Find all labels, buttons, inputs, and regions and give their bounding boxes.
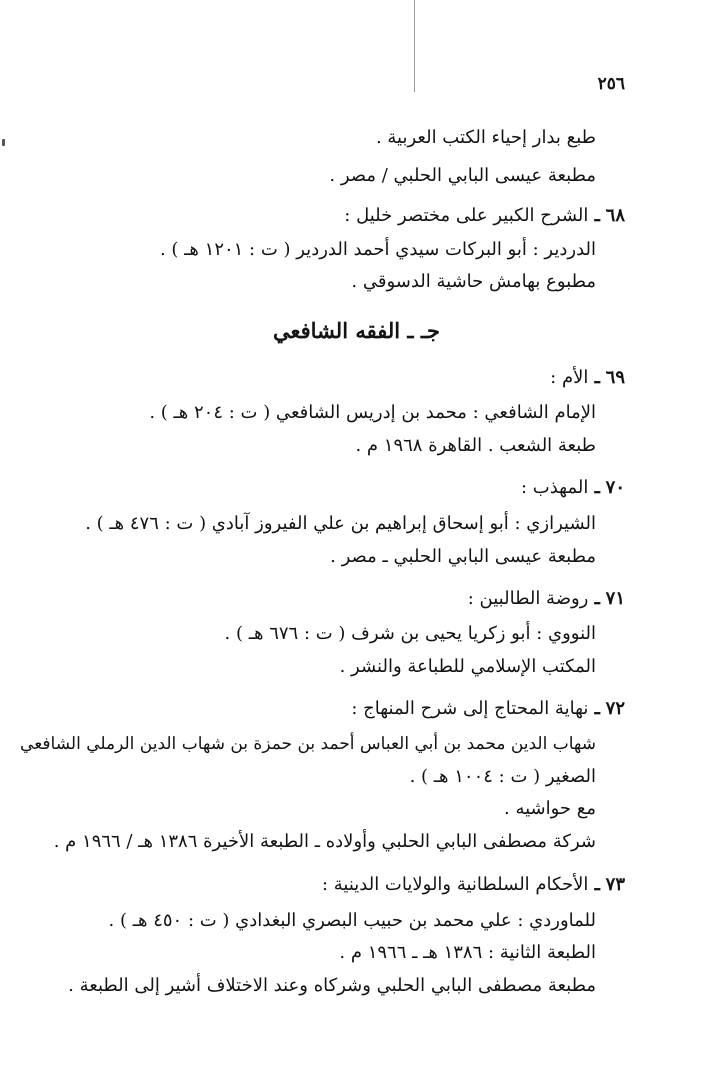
entry-title: المهذب : (521, 477, 589, 498)
section-heading: جـ ـ الفقه الشافعي (273, 318, 440, 343)
entry-line: مطبوع بهامش حاشية الدسوقي . (351, 271, 596, 292)
entry-number: ٧٢ (605, 698, 625, 719)
entry-line: المكتب الإسلامي للطباعة والنشر . (339, 656, 596, 677)
continued-line: مطبعة عيسى البابي الحلبي / مصر . (329, 165, 596, 186)
entry-title: الأم : (550, 367, 589, 388)
entry-line: الطبعة الثانية : ١٣٨٦ هـ ـ ١٩٦٦ م . (339, 942, 596, 963)
entry-dash: ـ (588, 698, 600, 719)
entry-title: نهاية المحتاج إلى شرح المنهاج : (351, 698, 589, 719)
entry-dash: ـ (588, 367, 600, 388)
entry-line: شركة مصطفى البابي الحلبي وأولاده ـ الطبعة الأخيرة ١٣٨٦ هـ / ١٩٦٦ م . (53, 831, 596, 852)
entry-heading (521, 476, 625, 500)
entry-line: مطبعة عيسى البابي الحلبي ـ مصر . (330, 546, 596, 567)
entry-title: روضة الطالبين : (467, 588, 589, 609)
entry-number: ٧٣ (605, 874, 625, 895)
page-number: ٢٥٦ (597, 74, 625, 94)
entry-number: ٦٨ (605, 205, 625, 226)
entry-line: للماوردي : علي محمد بن حبيب البصري البغدادي ( ت : ٤٥٠ هـ ) . (108, 910, 596, 931)
entry-line: شهاب الدين محمد بن أبي العباس أحمد بن حمزة بن شهاب الدين الرملي الشافعي (20, 734, 596, 754)
entry-heading (344, 204, 625, 228)
entry-number: ٦٩ (605, 367, 625, 388)
entry-line: مطبعة مصطفى البابي الحلبي وشركاه وعند الاختلاف أشير إلى الطبعة . (68, 975, 596, 996)
entry-heading (322, 873, 625, 897)
entry-dash: ـ (588, 477, 600, 498)
entry-dash: ـ (588, 874, 600, 895)
scan-fold-line (414, 0, 415, 92)
entry-line: مع حواشيه . (504, 798, 596, 819)
scan-edge-mark (2, 139, 5, 146)
entry-heading (550, 366, 625, 390)
entry-dash: ـ (588, 588, 600, 609)
entry-dash: ـ (588, 205, 600, 226)
entry-title: الأحكام السلطانية والولايات الدينية : (321, 874, 589, 895)
entry-number: ٧٠ (605, 477, 625, 498)
entry-number: ٧١ (605, 588, 625, 609)
entry-heading (468, 587, 625, 611)
continued-line: طبع بدار إحياء الكتب العربية . (375, 127, 596, 148)
entry-line: النووي : أبو زكريا يحيى بن شرف ( ت : ٦٧٦ هـ ) . (224, 623, 596, 644)
entry-line: الصغير ( ت : ١٠٠٤ هـ ) . (409, 766, 596, 787)
entry-line: الدردير : أبو البركات سيدي أحمد الدردير ( ت : ١٢٠١ هـ ) . (159, 239, 596, 260)
entry-line: الشيرازي : أبو إسحاق إبراهيم بن علي الفيروز آبادي ( ت : ٤٧٦ هـ ) . (85, 513, 596, 534)
entry-title: الشرح الكبير على مختصر خليل : (344, 205, 589, 226)
entry-line: طبعة الشعب . القاهرة ١٩٦٨ م . (355, 435, 596, 456)
entry-heading (351, 697, 625, 721)
entry-line: الإمام الشافعي : محمد بن إدريس الشافعي ( ت : ٢٠٤ هـ ) . (149, 402, 596, 423)
